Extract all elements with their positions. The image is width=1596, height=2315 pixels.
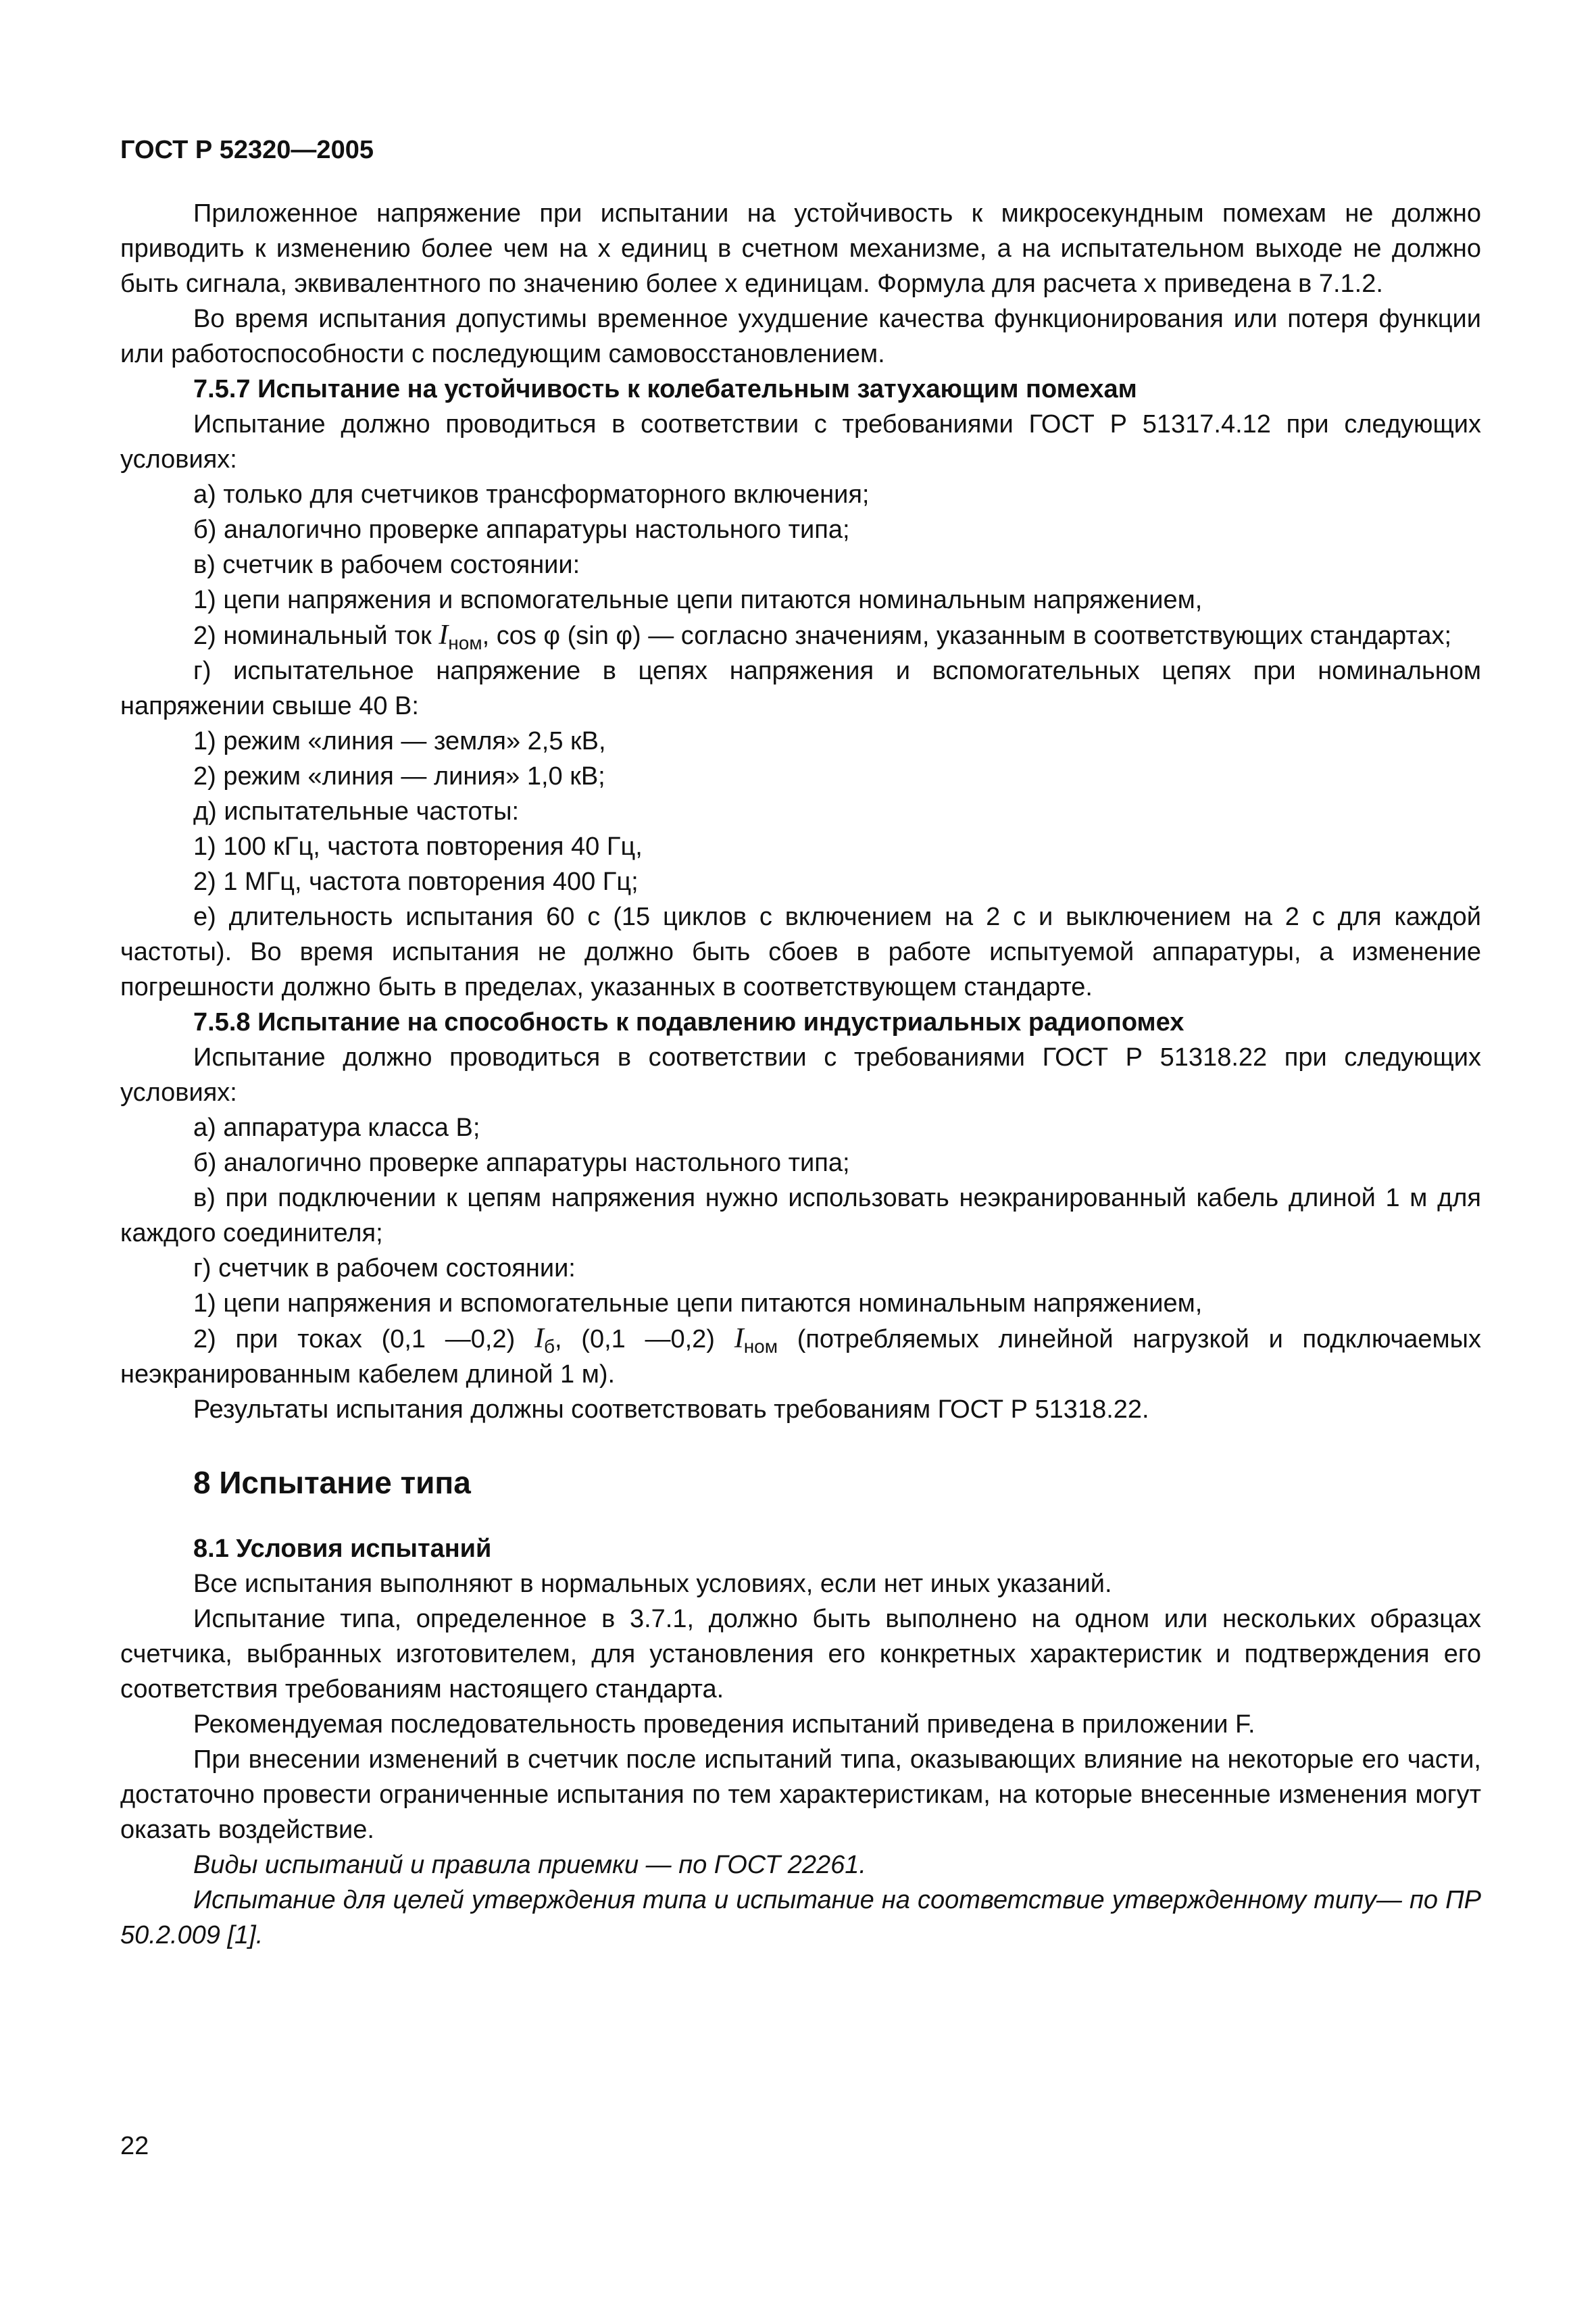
text-run: , (0,1 —0,2) <box>555 1325 734 1353</box>
list-item <box>120 1321 1481 1392</box>
subsection-heading-7-5-7: 7.5.7 Испытание на устойчивость к колебательным затухающим помехам <box>193 375 1137 403</box>
paragraph-italic: Испытание для целей утверждения типа и испытание на соответствие утвержденному типу— по ПР 50.2.009 [1]. <box>120 1886 1481 1949</box>
list-item: б) аналогично проверке аппаратуры настольного типа; <box>193 1149 850 1177</box>
subscript: ном <box>448 632 482 653</box>
paragraph-italic: Виды испытаний и правила приемки — по ГОСТ 22261. <box>193 1851 866 1879</box>
subscript: ном <box>743 1336 778 1357</box>
list-item: г) счетчик в рабочем состоянии: <box>193 1254 576 1283</box>
text-run: 2) при токах (0,1 —0,2) <box>193 1325 534 1353</box>
list-item <box>120 618 1481 653</box>
text-run: (потребляемых линейной нагрузкой и подключаемых неэкранированным кабелем длиной 1 м). <box>120 1325 1481 1389</box>
current-symbol: I <box>439 620 449 651</box>
section-heading-8: 8 Испытание типа <box>193 1465 471 1500</box>
list-item: б) аналогично проверке аппаратуры настольного типа; <box>193 516 850 544</box>
list-item: в) при подключении к цепям напряжения нужно использовать неэкранированный кабель длиной 1 м для каждого соединителя; <box>120 1184 1481 1247</box>
paragraph: Рекомендуемая последовательность проведения испытаний приведена в приложении F. <box>193 1710 1255 1739</box>
text-run: , cos φ (sin φ) — согласно значениям, указанным в соответствующих стандартах; <box>482 622 1452 650</box>
paragraph: Во время испытания допустимы временное ухудшение качества функционирования или потеря функции или работоспособности с последующим самовосстановлением. <box>120 305 1481 368</box>
list-item: д) испытательные частоты: <box>193 797 520 826</box>
subscript: б <box>543 1336 555 1357</box>
subsection-heading-8-1: 8.1 Условия испытаний <box>193 1535 492 1563</box>
list-item: е) длительность испытания 60 с (15 циклов с включением на 2 с и выключением на 2 с для каждой частоты). Во время испытания не должно быть сбоев в работе испытуемой аппаратуры, а изменение погрешности должно быть в пределах, указанных в соответствующем стандарте. <box>120 903 1481 1001</box>
current-symbol: I <box>534 1323 544 1354</box>
paragraph: Результаты испытания должны соответствовать требованиям ГОСТ Р 51318.22. <box>193 1395 1149 1424</box>
paragraph: Испытание должно проводиться в соответствии с требованиями ГОСТ Р 51318.22 при следующих условиях: <box>120 1043 1481 1107</box>
paragraph: Все испытания выполняют в нормальных условиях, если нет иных указаний. <box>193 1570 1112 1598</box>
paragraph: Испытание типа, определенное в 3.7.1, должно быть выполнено на одном или нескольких образцах счетчика, выбранных изготовителем, для установления его конкретных характеристик и подтверждения его соответствия требованиям настоящего стандарта. <box>120 1605 1481 1703</box>
list-item: 2) режим «линия — линия» 1,0 кВ; <box>193 762 605 791</box>
page-header: ГОСТ Р 52320—2005 <box>120 136 374 164</box>
page-number: 22 <box>120 2132 149 2160</box>
list-item: 2) 1 МГц, частота повторения 400 Гц; <box>193 868 639 896</box>
list-item: а) аппаратура класса B; <box>193 1114 480 1142</box>
text-run: 2) номинальный ток <box>193 622 439 650</box>
paragraph: Приложенное напряжение при испытании на устойчивость к микросекундным помехам не должно приводить к изменению более чем на x единиц в счетном механизме, а на испытательном выходе не должно быть сигнала, эквивалентного по значению более x единицам. Формула для расчета x приведена в 7.1.2. <box>120 199 1481 298</box>
list-item: 1) 100 кГц, частота повторения 40 Гц, <box>193 832 643 861</box>
paragraph: Испытание должно проводиться в соответствии с требованиями ГОСТ Р 51317.4.12 при следующих условиях: <box>120 410 1481 474</box>
list-item: 1) цепи напряжения и вспомогательные цепи питаются номинальным напряжением, <box>193 586 1203 614</box>
list-item: в) счетчик в рабочем состоянии: <box>193 551 580 579</box>
list-item: 1) цепи напряжения и вспомогательные цепи питаются номинальным напряжением, <box>193 1289 1203 1318</box>
paragraph: При внесении изменений в счетчик после испытаний типа, оказывающих влияние на некоторые его части, достаточно провести ограниченные испытания по тем характеристикам, на которые внесенные изменения могут оказать воздействие. <box>120 1745 1481 1844</box>
current-symbol: I <box>734 1323 744 1354</box>
list-item: а) только для счетчиков трансформаторного включения; <box>193 480 870 509</box>
list-item: г) испытательное напряжение в цепях напряжения и вспомогательных цепях при номинальном напряжении свыше 40 В: <box>120 657 1481 720</box>
subsection-heading-7-5-8: 7.5.8 Испытание на способность к подавлению индустриальных радиопомех <box>193 1008 1184 1037</box>
list-item: 1) режим «линия — земля» 2,5 кВ, <box>193 727 606 755</box>
